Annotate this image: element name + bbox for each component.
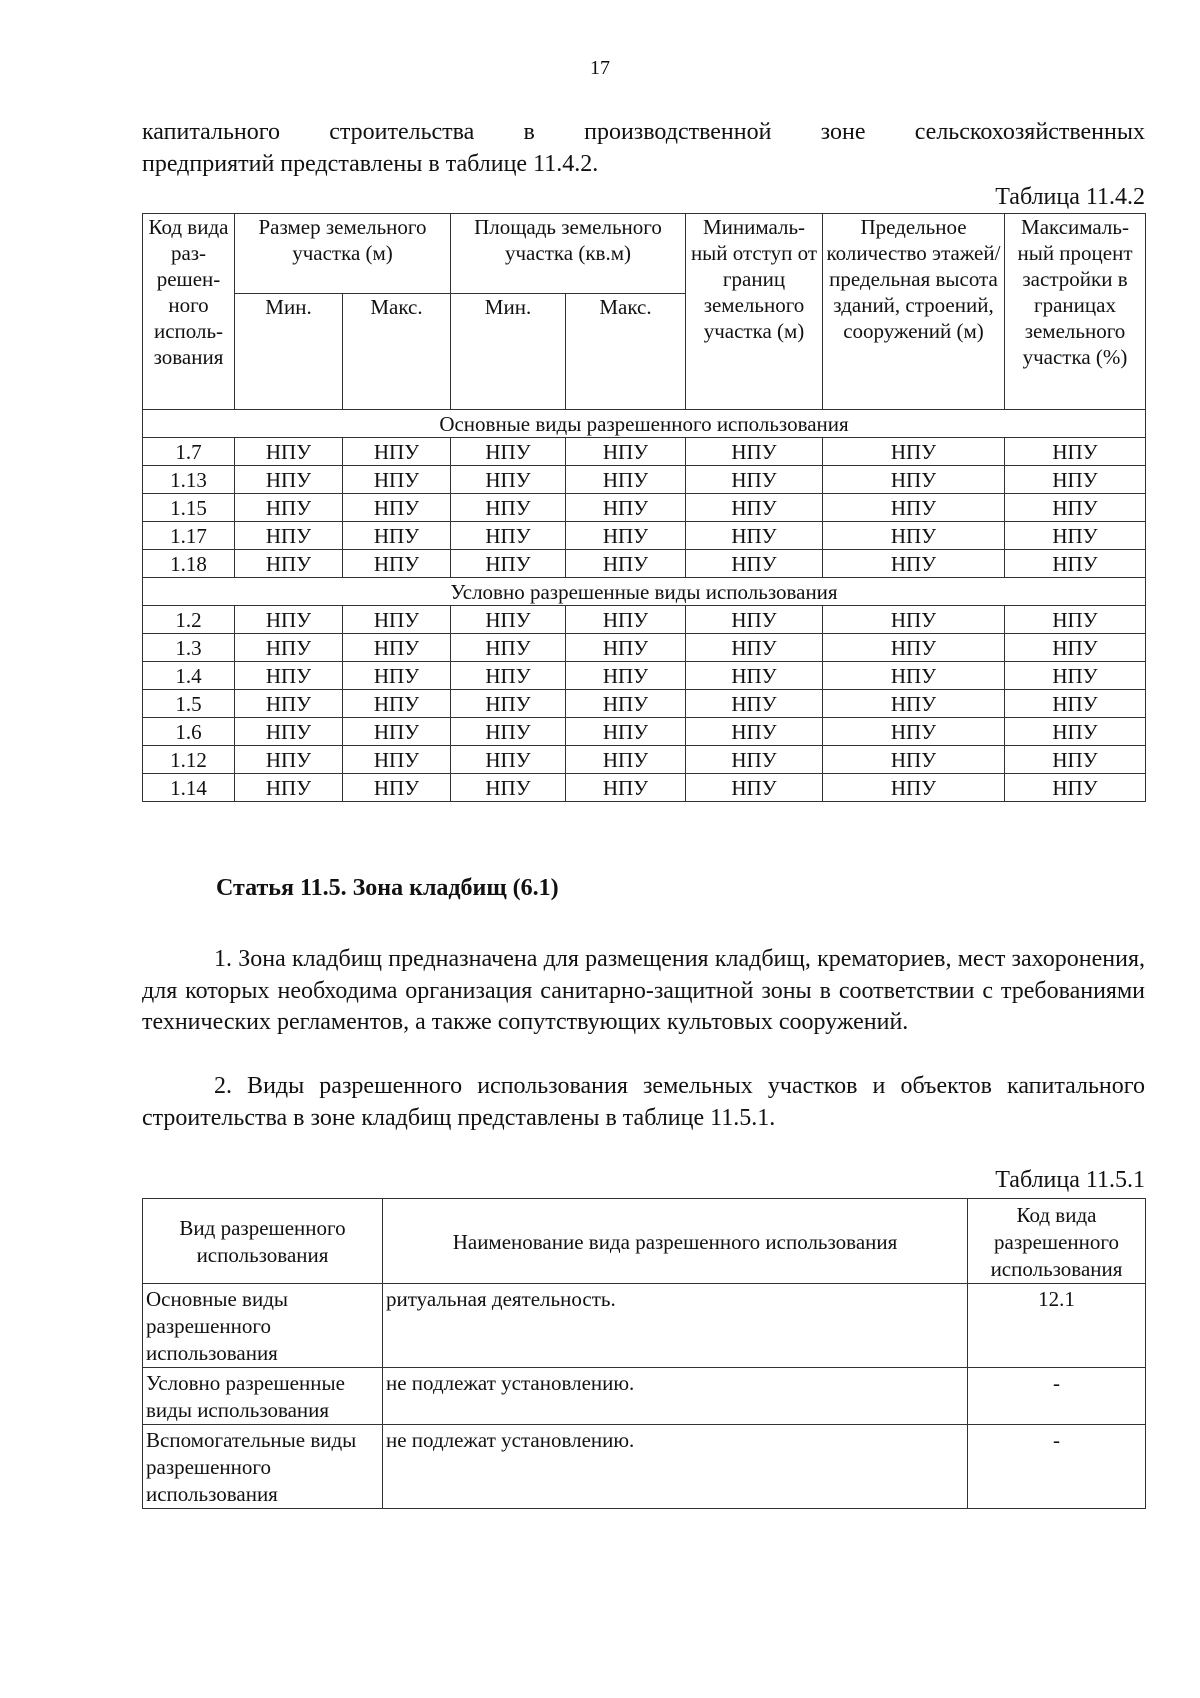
paragraph-1 [142,944,1145,1039]
intro-paragraph-line2: предприятий представлены в таблице 11.4.2. [142,151,599,177]
value-cell: НПУ [451,746,566,774]
code-cell: 1.6 [143,718,235,746]
header-plot-area: Площадь земельного участка (кв.м) [451,214,686,294]
code-cell: 1.18 [143,550,235,578]
value-cell: НПУ [343,522,451,550]
value-cell: НПУ [343,550,451,578]
table-11-4-2 [142,213,1146,802]
value-cell: НПУ [823,718,1005,746]
value-cell: НПУ [451,606,566,634]
value-cell: НПУ [686,606,823,634]
value-cell: НПУ [566,522,686,550]
value-cell: НПУ [1005,522,1146,550]
value-cell: НПУ [343,606,451,634]
value-cell: НПУ [1005,466,1146,494]
header-max-percent: Максималь- ный процент застройки в границах земельного участка (%) [1005,214,1146,410]
value-cell: НПУ [451,438,566,466]
header-size-max: Макс. [343,294,451,410]
value-cell: НПУ [566,718,686,746]
name-cell: не подлежат установлению. [383,1368,968,1425]
name-cell: ритуальная деятельность. [383,1284,968,1368]
table-row [143,494,1146,522]
value-cell: НПУ [686,774,823,802]
code-cell: 1.5 [143,690,235,718]
value-cell: НПУ [235,438,343,466]
value-cell: НПУ [823,746,1005,774]
code-cell: 1.3 [143,634,235,662]
value-cell: НПУ [1005,550,1146,578]
table-row [143,522,1146,550]
paragraph-2-text: 2. Виды разрешенного использования земельных участков и объектов капитального строительства в зоне кладбищ представлены в таблице 11.5.1. [142,1073,1145,1131]
value-cell: НПУ [343,466,451,494]
name-cell: не подлежат установлению. [383,1425,968,1509]
value-cell: НПУ [686,690,823,718]
header-code: Код вида раз- решен- ного исполь- зования [143,214,235,410]
value-cell: НПУ [235,746,343,774]
value-cell: НПУ [686,550,823,578]
value-cell: НПУ [451,774,566,802]
value-cell: НПУ [1005,718,1146,746]
value-cell: НПУ [686,746,823,774]
table-row [143,690,1146,718]
value-cell: НПУ [686,522,823,550]
kind-cell: Вспомогательные виды разрешенного использования [143,1425,383,1509]
value-cell: НПУ [235,690,343,718]
value-cell: НПУ [235,634,343,662]
value-cell: НПУ [235,774,343,802]
table-row [143,606,1146,634]
code-cell: 1.17 [143,522,235,550]
section-conditional-row: Условно разрешенные виды использования [143,578,1146,606]
value-cell: НПУ [451,466,566,494]
value-cell: НПУ [1005,746,1146,774]
value-cell: НПУ [451,718,566,746]
value-cell: НПУ [566,746,686,774]
value-cell: НПУ [451,522,566,550]
code-cell: 1.15 [143,494,235,522]
page-number: 17 [590,57,610,79]
value-cell: НПУ [235,550,343,578]
table-row [143,746,1146,774]
value-cell: НПУ [235,718,343,746]
value-cell: НПУ [451,634,566,662]
value-cell: НПУ [686,494,823,522]
value-cell: НПУ [1005,494,1146,522]
header-area-max: Макс. [566,294,686,410]
value-cell: НПУ [686,634,823,662]
value-cell: НПУ [451,690,566,718]
value-cell: НПУ [823,466,1005,494]
value-cell: НПУ [686,718,823,746]
value-cell: НПУ [235,466,343,494]
value-cell: НПУ [451,662,566,690]
table-row [143,774,1146,802]
value-cell: НПУ [823,494,1005,522]
table-row [143,1284,1146,1368]
value-cell: НПУ [343,746,451,774]
code-cell: 1.14 [143,774,235,802]
header-size-min: Мин. [235,294,343,410]
table-row [143,438,1146,466]
kind-cell: Основные виды разрешенного использования [143,1284,383,1368]
value-cell: НПУ [1005,606,1146,634]
paragraph-2 [142,1071,1145,1134]
value-cell: НПУ [566,690,686,718]
value-cell: НПУ [343,718,451,746]
value-cell: НПУ [566,634,686,662]
header-floors: Предельное количество этажей/ предельная высота зданий, строений, сооружений (м) [823,214,1005,410]
value-cell: НПУ [566,774,686,802]
table-row [143,1368,1146,1425]
header-name: Наименование вида разрешенного использования [383,1199,968,1284]
value-cell: НПУ [451,550,566,578]
value-cell: НПУ [235,606,343,634]
value-cell: НПУ [566,550,686,578]
value-cell: НПУ [566,438,686,466]
code-cell: 12.1 [968,1284,1146,1368]
value-cell: НПУ [1005,438,1146,466]
article-heading: Статья 11.5. Зона кладбищ (6.1) [216,875,559,901]
value-cell: НПУ [343,662,451,690]
table-11-4-2-caption: Таблица 11.4.2 [995,184,1145,210]
value-cell: НПУ [566,662,686,690]
code-cell: - [968,1425,1146,1509]
value-cell: НПУ [235,662,343,690]
header-area-min: Мин. [451,294,566,410]
value-cell: НПУ [823,774,1005,802]
code-cell: - [968,1368,1146,1425]
table-11-5-1 [142,1198,1146,1509]
code-cell: 1.2 [143,606,235,634]
value-cell: НПУ [686,466,823,494]
paragraph-1-text: 1. Зона кладбищ предназначена для размещения кладбищ, крематориев, мест захоронения, для которых необходима организация санитарно-защитной зоны в соответствии с требованиями технических регламентов, а также сопутствующих культовых сооружений. [142,946,1145,1035]
value-cell: НПУ [1005,774,1146,802]
value-cell: НПУ [343,690,451,718]
value-cell: НПУ [1005,634,1146,662]
value-cell: НПУ [235,494,343,522]
header-kind: Вид разрешенного использования [143,1199,383,1284]
header-min-offset: Минималь- ный отступ от границ земельного участка (м) [686,214,823,410]
value-cell: НПУ [686,662,823,690]
value-cell: НПУ [343,494,451,522]
value-cell: НПУ [823,606,1005,634]
value-cell: НПУ [451,494,566,522]
table-row [143,662,1146,690]
value-cell: НПУ [1005,662,1146,690]
kind-cell: Условно разрешенные виды использования [143,1368,383,1425]
table-row [143,550,1146,578]
value-cell: НПУ [566,466,686,494]
value-cell: НПУ [823,522,1005,550]
value-cell: НПУ [566,606,686,634]
code-cell: 1.12 [143,746,235,774]
table-11-5-1-caption: Таблица 11.5.1 [995,1167,1145,1193]
value-cell: НПУ [343,634,451,662]
value-cell: НПУ [823,550,1005,578]
header-code-1151: Код вида разрешенного использования [968,1199,1146,1284]
value-cell: НПУ [566,494,686,522]
value-cell: НПУ [235,522,343,550]
table-row [143,1425,1146,1509]
value-cell: НПУ [823,690,1005,718]
value-cell: НПУ [343,774,451,802]
value-cell: НПУ [823,662,1005,690]
table-row [143,466,1146,494]
value-cell: НПУ [1005,690,1146,718]
code-cell: 1.4 [143,662,235,690]
table-row [143,634,1146,662]
section-main-row: Основные виды разрешенного использования [143,410,1146,438]
code-cell: 1.13 [143,466,235,494]
value-cell: НПУ [823,634,1005,662]
value-cell: НПУ [343,438,451,466]
header-plot-size: Размер земельного участка (м) [235,214,451,294]
value-cell: НПУ [823,438,1005,466]
code-cell: 1.7 [143,438,235,466]
intro-paragraph-line1: капитального строительства в производственной зоне сельскохозяйственных [142,119,1145,145]
table-row [143,718,1146,746]
value-cell: НПУ [686,438,823,466]
